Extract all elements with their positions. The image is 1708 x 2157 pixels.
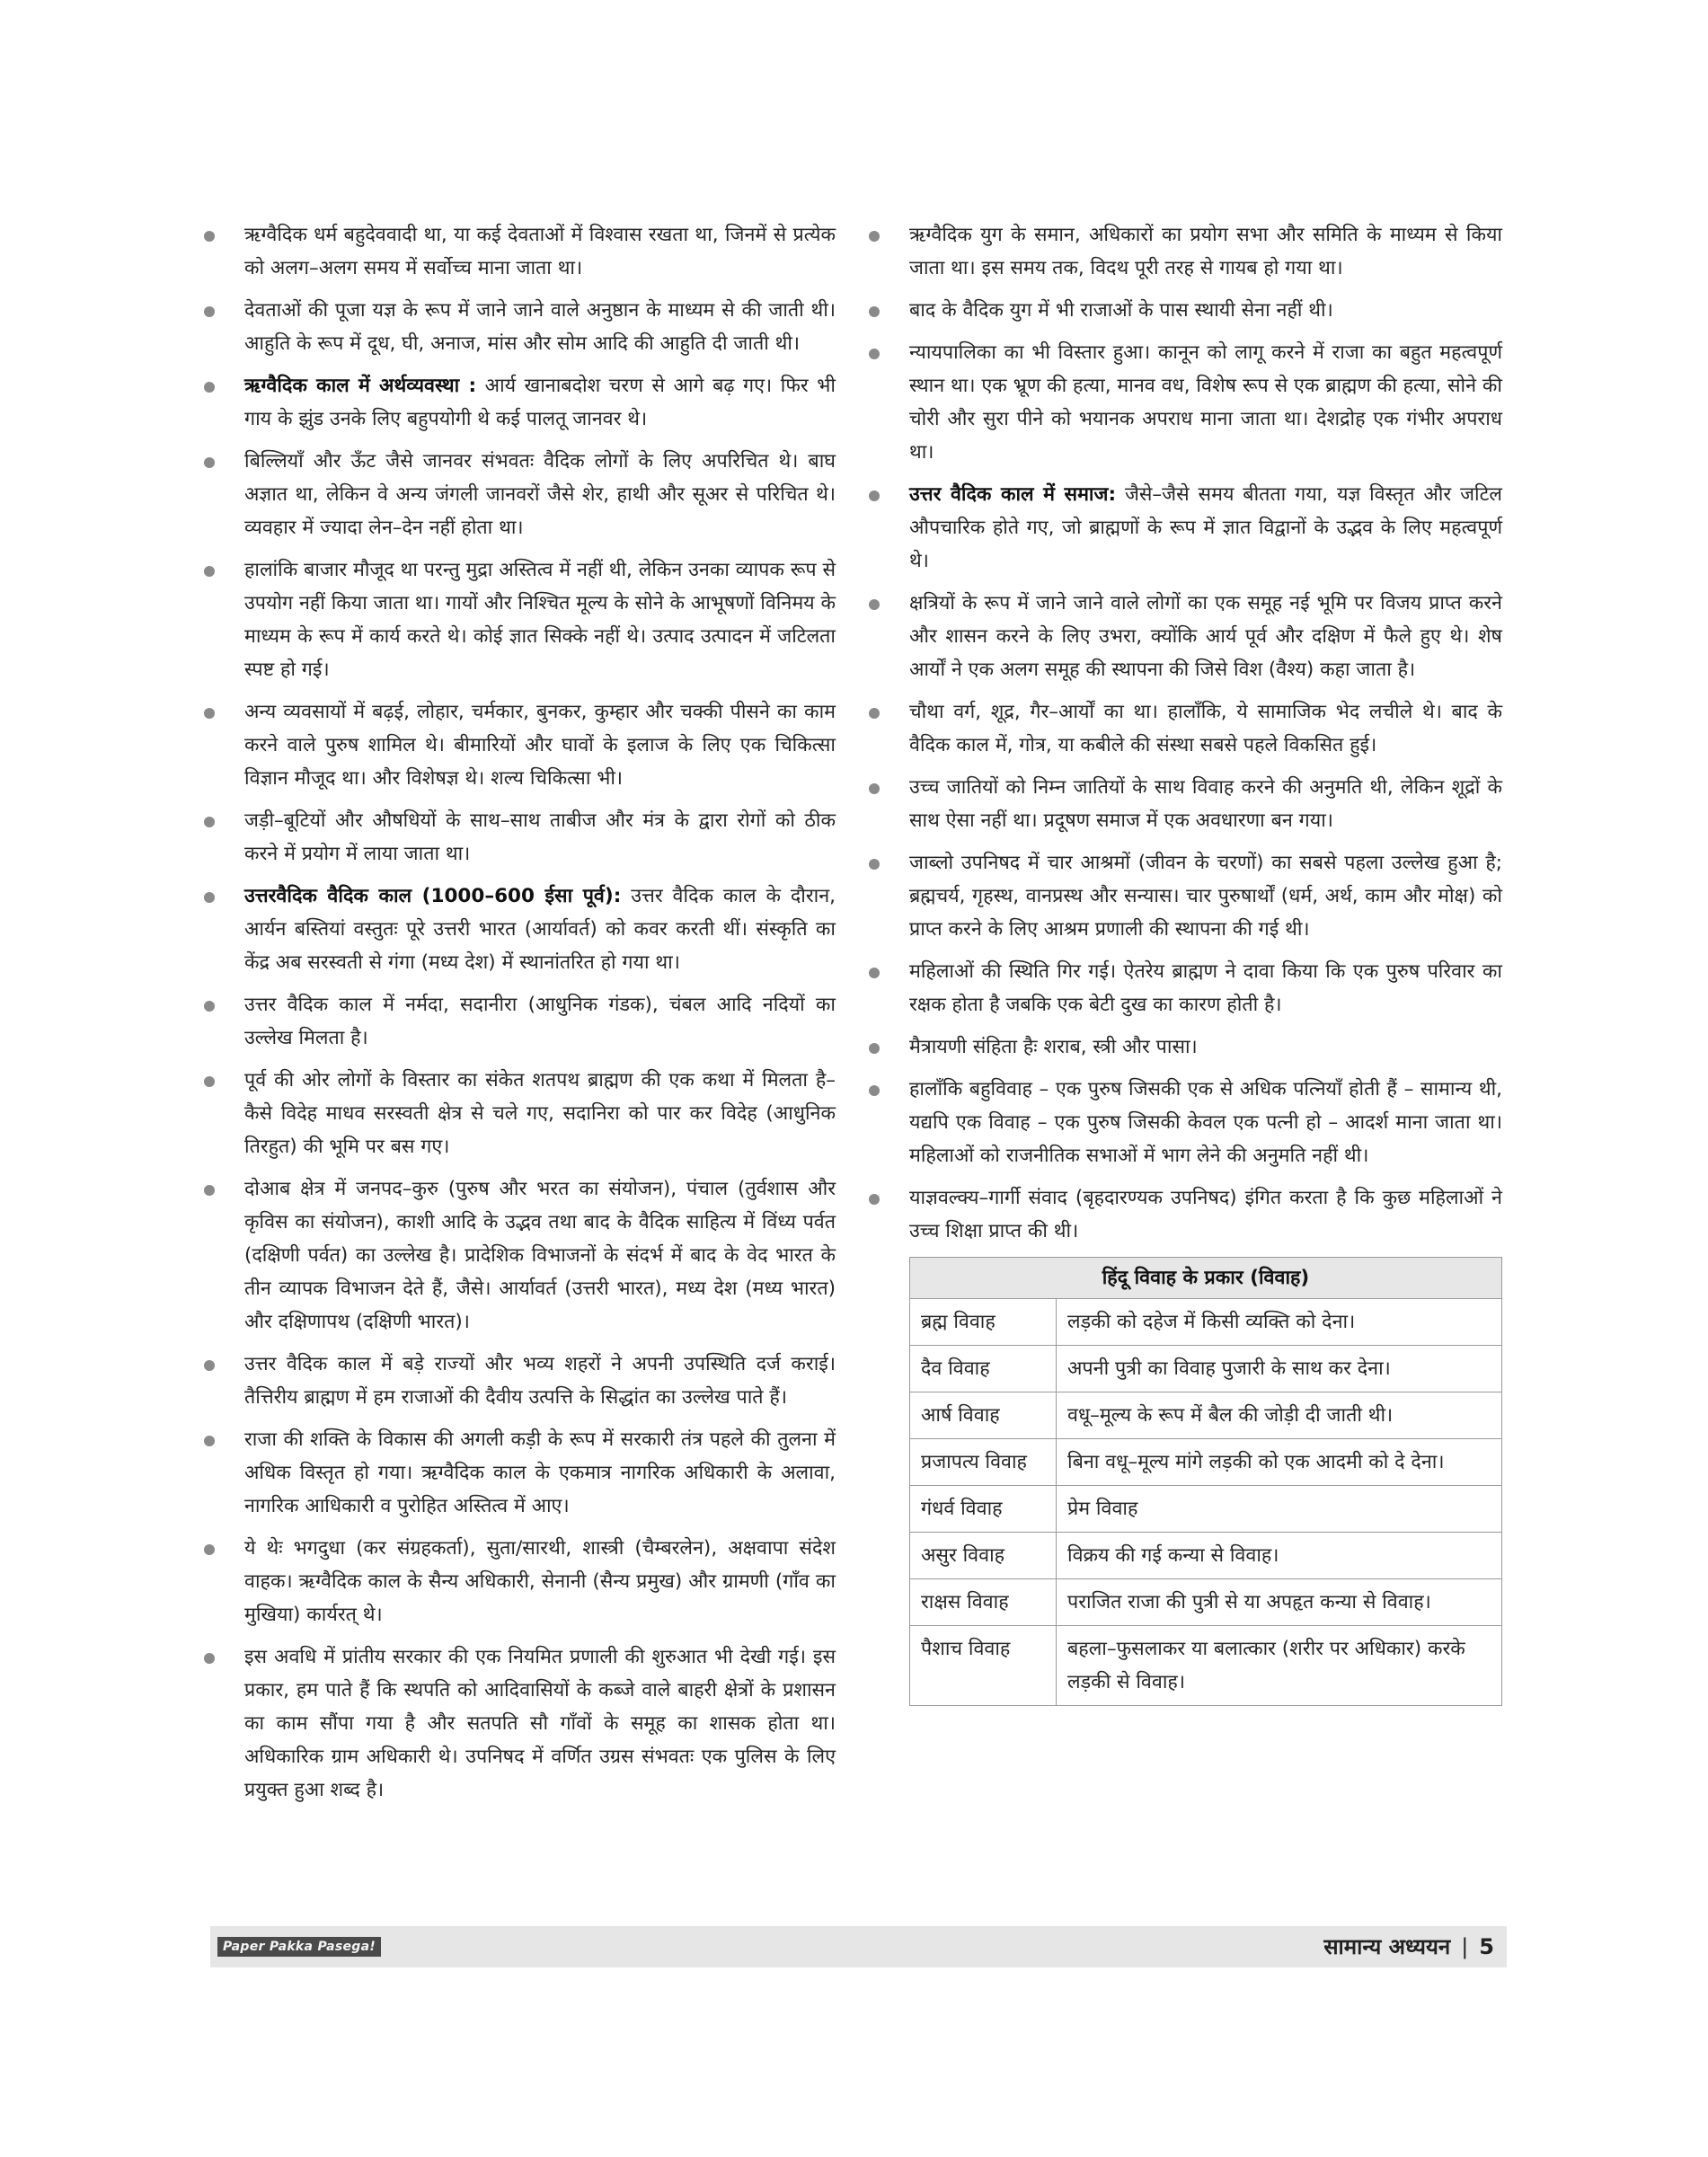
right-bullet-list [863, 218, 1502, 1248]
list-item: चौथा वर्ग, शूद्र, गैर–आर्यों का था। हालाँकि, ये सामाजिक भेद लचीले थे। बाद के वैदिक काल में, गोत्र, या कबीले की संस्था सबसे पहले विकसित हुई। [863, 695, 1502, 762]
footer-separator: | [1461, 1934, 1469, 1959]
bullet-icon [869, 306, 880, 317]
bullet-icon [204, 382, 215, 393]
marriage-description-cell: लड़की को दहेज में किसी व्यक्ति को देना। [1057, 1299, 1502, 1346]
bullet-icon [204, 1436, 215, 1446]
list-item: जड़ी–बूटियों और औषधियों के साथ–साथ ताबीज और मंत्र के द्वारा रोगों को ठीक करने में प्रयोग में लाया जाता था। [198, 804, 836, 871]
table-row [910, 1533, 1502, 1579]
table-header-row [910, 1258, 1502, 1299]
list-item: अन्य व्यवसायों में बढ़ई, लोहार, चर्मकार, बुनकर, कुम्हार और चक्की पीसने का काम करने वाले पुरुष शामिल थे। बीमारियों और घावों के इलाज के लिए एक चिकित्सा विज्ञान मौजूद था। और विशेषज्ञ थे। शल्य चिकित्सा भी। [198, 695, 836, 795]
marriage-type-cell: प्रजापत्य विवाह [910, 1439, 1057, 1486]
list-item: उच्च जातियों को निम्न जातियों के साथ विवाह करने की अनुमति थी, लेकिन शूद्रों के साथ ऐसा नहीं था। प्रदूषण समाज में एक अवधारणा बन गया। [863, 771, 1502, 837]
item-heading: ऋग्वैदिक काल में अर्थव्यवस्था : [244, 375, 477, 397]
page-footer [210, 1926, 1507, 1967]
bullet-icon [204, 231, 215, 242]
list-item: हालांकि बाजार मौजूद था परन्तु मुद्रा अस्तित्व में नहीं थी, लेकिन उनका व्यापक रूप से उपयोग नहीं किया जाता था। गायों और निश्चित मूल्य के सोने के आभूषणों विनिमय के माध्यम के रूप में कार्य करते थे। कोई ज्ञात सिक्के नहीं थे। उत्पाद उत्पादन में जटिलता स्पष्ट हो गई। [198, 553, 836, 686]
list-item: जाब्लो उपनिषद में चार आश्रमों (जीवन के चरणों) का सबसे पहला उल्लेख हुआ है; ब्रह्मचर्य, गृहस्थ, वानप्रस्थ और सन्यास। चार पुरुषार्थों (धर्म, अर्थ, काम और मोक्ष) को प्राप्त करने के लिए आश्रम प्रणाली की स्थापना की गई थी। [863, 846, 1502, 946]
page-number: 5 [1479, 1934, 1494, 1959]
table-row [910, 1299, 1502, 1346]
marriage-type-cell: राक्षस विवाह [910, 1579, 1057, 1626]
bullet-icon [204, 892, 215, 903]
list-item: उत्तर वैदिक काल में नर्मदा, सदानीरा (आधुनिक गंडक), चंबल आदि नदियों का उल्लेख मिलता है। [198, 988, 836, 1055]
table-row [910, 1626, 1502, 1706]
table-row [910, 1439, 1502, 1486]
table-row [910, 1392, 1502, 1439]
list-item: पूर्व की ओर लोगों के विस्तार का संकेत शतपथ ब्राह्मण की एक कथा में मिलता है– कैसे विदेह माधव सरस्वती क्षेत्र से चले गए, सदानिरा को पार कर विदेह (आधुनिक तिरहुत) की भूमि पर बस गए। [198, 1064, 836, 1163]
list-item: बिल्लियाँ और ऊँट जैसे जानवर संभवतः वैदिक लोगों के लिए अपरिचित थे। बाघ अज्ञात था, लेकिन वे अन्य जंगली जानवरों जैसे शेर, हाथी और सूअर से परिचित थे। व्यवहार में ज्यादा लेन–देन नहीं होता था। [198, 445, 836, 544]
marriage-type-cell: गंधर्व विवाह [910, 1486, 1057, 1533]
bullet-icon [204, 1076, 215, 1087]
list-item: उत्तरवैदिक वैदिक काल (1000–600 ईसा पूर्व): उत्तर वैदिक काल के दौरान, आर्यन बस्तियां वस्तुतः पूरे उत्तरी भारत (आर्यावर्त) को कवर करती थीं। संस्कृति का केंद्र अब सरस्वती से गंगा (मध्य देश) में स्थानांतरित हो गया था। [198, 880, 836, 979]
item-heading: उत्तरवैदिक वैदिक काल (1000–600 ईसा पूर्व): [244, 885, 622, 907]
table-title: हिंदू विवाह के प्रकार (विवाह) [910, 1258, 1502, 1299]
footer-page-info [1323, 1926, 1494, 1967]
list-item: महिलाओं की स्थिति गिर गई। ऐतरेय ब्राह्मण ने दावा किया कि एक पुरुष परिवार का रक्षक होता है जबकि एक बेटी दुख का कारण होती है। [863, 955, 1502, 1021]
bullet-icon [869, 1043, 880, 1054]
bullet-icon [204, 817, 215, 827]
marriage-type-cell: पैशाच विवाह [910, 1626, 1057, 1706]
bullet-icon [869, 859, 880, 870]
list-item: ऋग्वैदिक धर्म बहुदेववादी था, या कई देवताओं में विश्वास रखता था, जिनमें से प्रत्येक को अलग–अलग समय में सर्वोच्च माना जाता था। [198, 218, 836, 285]
bullet-icon [204, 1185, 215, 1196]
list-item: उत्तर वैदिक काल में समाज: जैसे–जैसे समय बीतता गया, यज्ञ विस्तृत और जटिल औपचारिक होते गए, जो ब्राह्मणों के रूप में ज्ञात विद्वानों के उद्भव के लिए महत्वपूर्ण थे। [863, 478, 1502, 578]
marriage-description-cell: विक्रय की गई कन्या से विवाह। [1057, 1533, 1502, 1579]
list-item: राजा की शक्ति के विकास की अगली कड़ी के रूप में सरकारी तंत्र पहले की तुलना में अधिक विस्तृत हो गया। ऋग्वैदिक काल के एकमात्र नागरिक अधिकारी के अलावा, नागरिक आधिकारी व पुरोहित अस्तित्व में आए। [198, 1423, 836, 1523]
bullet-icon [204, 457, 215, 468]
bullet-icon [869, 708, 880, 719]
bullet-icon [204, 708, 215, 719]
bullet-icon [204, 566, 215, 577]
bullet-icon [869, 349, 880, 359]
marriage-description-cell: बिना वधू–मूल्य मांगे लड़की को एक आदमी को दे देना। [1057, 1439, 1502, 1486]
list-item: न्यायपालिका का भी विस्तार हुआ। कानून को लागू करने में राजा का बहुत महत्वपूर्ण स्थान था। एक भ्रूण की हत्या, मानव वध, विशेष रूप से एक ब्राह्मण की हत्या, सोने की चोरी और सुरा पीने को भयानक अपराध माना जाता था। देशद्रोह एक गंभीर अपराध था। [863, 336, 1502, 469]
table-row [910, 1346, 1502, 1392]
bullet-icon [204, 306, 215, 317]
marriage-description-cell: प्रेम विवाह [1057, 1486, 1502, 1533]
bullet-icon [204, 1653, 215, 1664]
marriage-description-cell: बहला–फुसलाकर या बलात्कार (शरीर पर अधिकार) करके लड़की से विवाह। [1057, 1626, 1502, 1706]
left-column [198, 218, 836, 1816]
list-item: मैत्रायणी संहिता हैः शराब, स्त्री और पासा। [863, 1030, 1502, 1064]
bullet-icon [869, 231, 880, 242]
marriage-type-cell: दैव विवाह [910, 1346, 1057, 1392]
bullet-icon [869, 968, 880, 978]
list-item: ऋग्वैदिक काल में अर्थव्यवस्था : आर्य खानाबदोश चरण से आगे बढ़ गए। फिर भी गाय के झुंड उनके लिए बहुपयोगी थे कई पालतू जानवर थे। [198, 369, 836, 436]
bullet-icon [204, 1544, 215, 1555]
list-item: उत्तर वैदिक काल में बड़े राज्यों और भव्य शहरों ने अपनी उपस्थिति दर्ज कराई। तैत्तिरीय ब्राह्मण में हम राजाओं की दैवीय उत्पत्ति के सिद्धांत का उल्लेख पाते हैं। [198, 1348, 836, 1414]
list-item: दोआब क्षेत्र में जनपद–कुरु (पुरुष और भरत का संयोजन), पंचाल (तुर्वशास और कृविस का संयोजन), काशी आदि के उद्भव तथा बाद के वैदिक साहित्य में विंध्य पर्वत (दक्षिणी पर्वत) का उल्लेख है। प्रादेशिक विभाजनों के संदर्भ में बाद के वेद भारत के तीन व्यापक विभाजन देते हैं, जैसे। आर्यावर्त (उत्तरी भारत), मध्य देश (मध्य भारत) और दक्षिणापथ (दक्षिणी भारत)। [198, 1172, 836, 1339]
bullet-icon [204, 1001, 215, 1012]
list-item: बाद के वैदिक युग में भी राजाओं के पास स्थायी सेना नहीं थी। [863, 294, 1502, 327]
list-item: इस अवधि में प्रांतीय सरकार की एक नियमित प्रणाली की शुरुआत भी देखी गई। इस प्रकार, हम पाते हैं कि स्थपति को आदिवासियों के कब्जे वाले बाहरी क्षेत्रों के प्रशासन का काम सौंपा गया है और सतपति सौ गाँवों के समूह का शासक होता था। अधिकारिक ग्राम अधिकारी थे। उपनिषद में वर्णित उग्रस संभवतः एक पुलिस के लिए प्रयुक्त हुआ शब्द है। [198, 1640, 836, 1807]
left-bullet-list [198, 218, 836, 1807]
list-item: याज्ञवल्क्य–गार्गी संवाद (बृहदारण्यक उपनिषद) इंगित करता है कि कुछ महिलाओं ने उच्च शिक्षा प्राप्त की थी। [863, 1181, 1502, 1248]
list-item: देवताओं की पूजा यज्ञ के रूप में जाने जाने वाले अनुष्ठान के माध्यम से की जाती थी। आहुति के रूप में दूध, घी, अनाज, मांस और सोम आदि की आहुति दी जाती थी। [198, 294, 836, 360]
list-item: ये थेः भगदुधा (कर संग्रहकर्ता), सुता/सारथी, शास्त्री (चैम्बरलेन), अक्षवापा संदेश वाहक। ऋग्वैदिक काल के सैन्य अधिकारी, सेनानी (सैन्य प्रमुख) और ग्रामणी (गाँव का मुखिया) कार्यरत् थे। [198, 1532, 836, 1631]
bullet-icon [869, 1194, 880, 1205]
marriage-description-cell: पराजित राजा की पुत्री से या अपहृत कन्या से विवाह। [1057, 1579, 1502, 1626]
marriage-type-cell: आर्ष विवाह [910, 1392, 1057, 1439]
item-heading: उत्तर वैदिक काल में समाज: [909, 483, 1117, 506]
right-column [863, 218, 1502, 1706]
marriage-types-table [909, 1257, 1502, 1706]
table-row [910, 1579, 1502, 1626]
bullet-icon [869, 599, 880, 610]
bullet-icon [869, 491, 880, 501]
bullet-icon [204, 1360, 215, 1371]
list-item: हालाँकि बहुविवाह – एक पुरुष जिसकी एक से अधिक पत्नियाँ होती हैं – सामान्य थी, यद्यपि एक विवाह – एक पुरुष जिसकी केवल एक पत्नी हो – आदर्श माना जाता था। महिलाओं को राजनीतिक सभाओं में भाग लेने की अनुमति नहीं थी। [863, 1073, 1502, 1172]
marriage-description-cell: वधू–मूल्य के रूप में बैल की जोड़ी दी जाती थी। [1057, 1392, 1502, 1439]
list-item: क्षत्रियों के रूप में जाने जाने वाले लोगों का एक समूह नई भूमि पर विजय प्राप्त करने और शासन करने के लिए उभरा, क्योंकि आर्य पूर्व और दक्षिण में फैले हुए थे। शेष आर्यों ने एक अलग समूह की स्थापना की जिसे विश (वैश्य) कहा जाता है। [863, 587, 1502, 686]
bullet-icon [869, 1085, 880, 1096]
list-item: ऋग्वैदिक युग के समान, अधिकारों का प्रयोग सभा और समिति के माध्यम से किया जाता था। इस समय तक, विदथ पूरी तरह से गायब हो गया था। [863, 218, 1502, 285]
section-title: सामान्य अध्ययन [1323, 1934, 1451, 1959]
bullet-icon [869, 783, 880, 794]
table-row [910, 1486, 1502, 1533]
marriage-type-cell: ब्रह्म विवाह [910, 1299, 1057, 1346]
brand-logo: Paper Pakka Pasega! [217, 1937, 381, 1957]
marriage-description-cell: अपनी पुत्री का विवाह पुजारी के साथ कर देना। [1057, 1346, 1502, 1392]
marriage-type-cell: असुर विवाह [910, 1533, 1057, 1579]
